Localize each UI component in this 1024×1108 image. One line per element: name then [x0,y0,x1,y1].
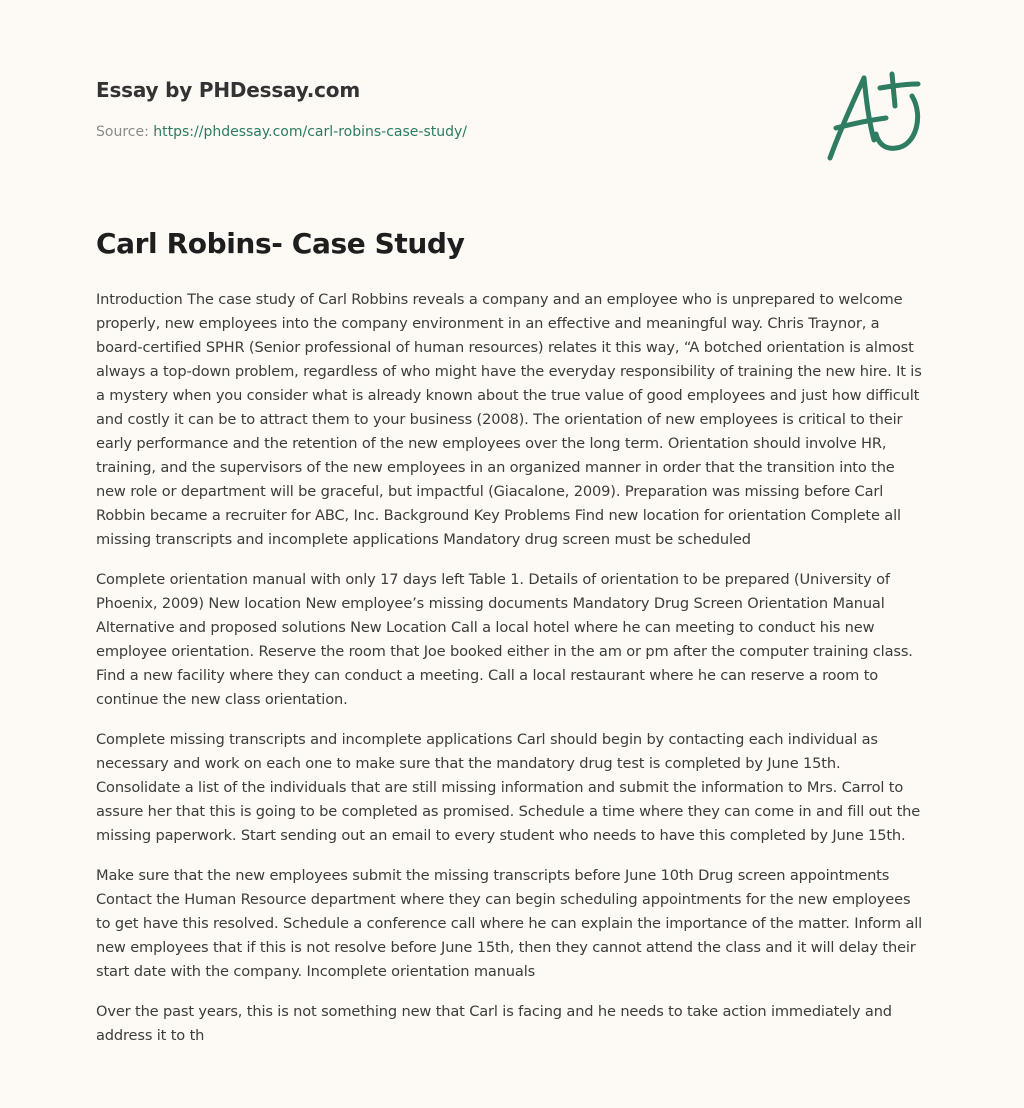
essay-content [96,224,928,1064]
essay-paragraph: Make sure that the new employees submit the missing transcripts before June 10th Drug screen appointments Contact the Human Resource department where they can begin scheduling appointments for the new employees to get have this resolved. Schedule a conference call where he can explain the importance of the matter. Inform all new employees that if this is not resolve before June 15th, then they cannot attend the class and it will delay their start date with the company. Incomplete orientation manuals [96,867,923,980]
site-title: Essay by PHDessay.com [96,78,360,102]
page-header [96,76,816,142]
essay-paragraph: Over the past years, this is not something new that Carl is facing and he needs to take action immediately and address it to th [96,1003,892,1044]
essay-paragraph: Introduction The case study of Carl Robbins reveals a company and an employee who is unprepared to welcome properly, new employees into the company environment in an effective and meaningful way. Chris Traynor, a board-certified SPHR (Senior professional of human resources) relates it this way, “A botched orientation is almost always a top-down problem, regardless of who might have the everyday responsibility of training the new hire. It is a mystery when you consider what is already known about the true value of good employees and just how difficult and costly it can be to attract them to your business (2008). The orientation of new employees is critical to their early performance and the retention of the new employees over the long term. Orientation should involve HR, training, and the supervisors of the new employees in an organized manner in order that the transition into the new role or department will be graceful, but impactful (Giacalone, 2009). Preparation was missing before Carl Robbin became a recruiter for ABC, Inc. Background Key Problems Find new location for orientation Complete all missing transcripts and incomplete applications Mandatory drug screen must be scheduled [96,291,922,548]
essay-paragraph: Complete orientation manual with only 17 days left Table 1. Details of orientation to be prepared (University of Phoenix, 2009) New location New employee’s missing documents Mandatory Drug Screen Orientation Manual Alternative and proposed solutions New Location Call a local hotel where he can meeting to conduct his new employee orientation. Reserve the room that Joe booked either in the am or pm after the computer training class. Find a new facility where they can conduct a meeting. Call a local restaurant where he can reserve a room to continue the new class orientation. [96,571,913,708]
a-plus-grade-icon [820,66,930,166]
source-link[interactable]: https://phdessay.com/carl-robins-case-study/ [153,124,467,140]
source-line [96,122,816,142]
essay-title: Carl Robins- Case Study [96,227,465,260]
source-label: Source: [96,124,149,140]
essay-paragraph: Complete missing transcripts and incomplete applications Carl should begin by contacting each individual as necessary and work on each one to make sure that the mandatory drug test is completed by June 15th. Consolidate a list of the individuals that are still missing information and submit the information to Mrs. Carrol to assure her that this is going to be completed as promised. Schedule a time where they can come in and fill out the missing paperwork. Start sending out an email to every student who needs to have this completed by June 15th. [96,731,921,844]
